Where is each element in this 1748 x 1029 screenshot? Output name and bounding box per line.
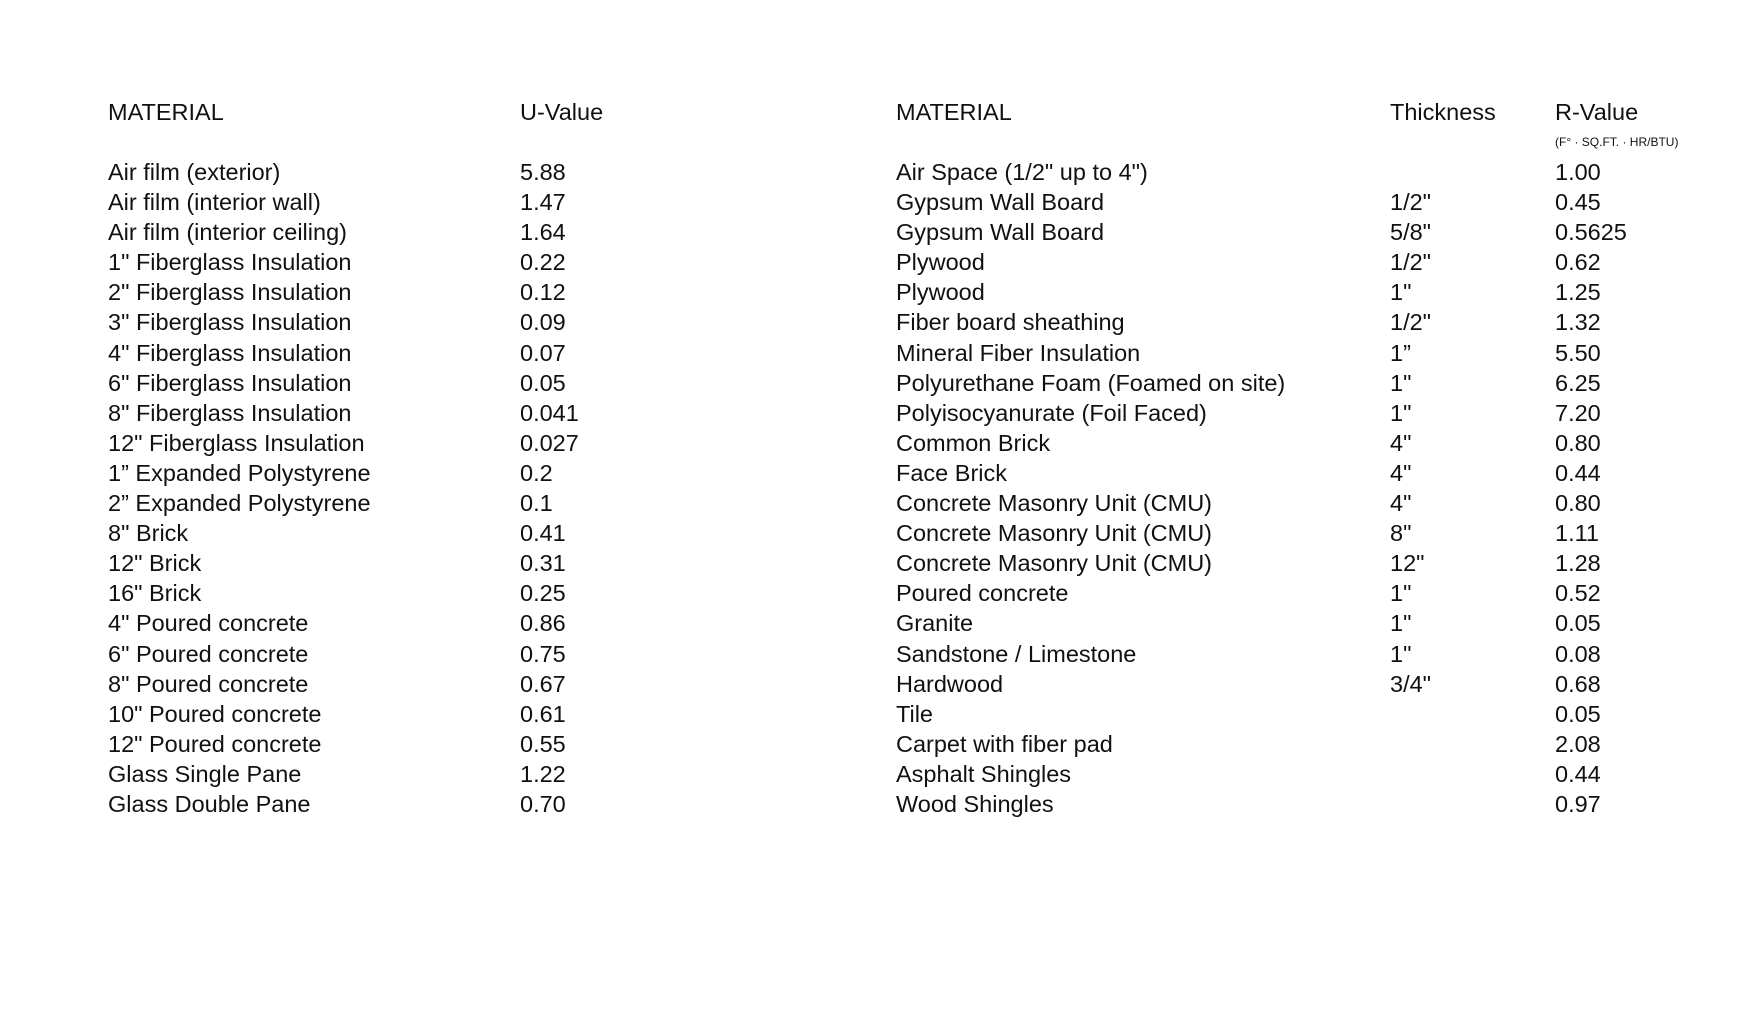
table-row — [108, 639, 670, 669]
thickness-cell: 1" — [1390, 580, 1412, 607]
thickness-cell: 3/4" — [1390, 670, 1432, 697]
u-value-cell: 0.75 — [520, 640, 566, 667]
u-value-table — [108, 97, 670, 819]
material-cell: Poured concrete — [896, 580, 1069, 607]
r-value-cell: 0.05 — [1555, 610, 1601, 637]
table-row — [896, 789, 1745, 819]
u-value-cell: 0.70 — [520, 790, 566, 817]
table-row — [108, 789, 670, 819]
table-row — [896, 157, 1745, 187]
material-cell: 8" Brick — [108, 520, 189, 547]
material-cell: Glass Double Pane — [108, 790, 311, 817]
table-row — [108, 217, 670, 247]
material-cell: Air film (interior ceiling) — [108, 219, 347, 246]
material-cell: 6" Fiberglass Insulation — [108, 369, 352, 396]
table-row — [896, 759, 1745, 789]
u-value-cell: 5.88 — [520, 159, 566, 185]
thickness-cell: 4" — [1390, 490, 1412, 517]
table-row — [896, 187, 1745, 217]
table-row — [108, 729, 670, 759]
u-value-cell: 0.05 — [520, 369, 566, 396]
thickness-cell: 12" — [1390, 550, 1425, 577]
r-header-material: MATERIAL — [896, 99, 1012, 125]
u-value-cell: 1.22 — [520, 760, 566, 787]
material-cell: Asphalt Shingles — [896, 760, 1072, 787]
u-header-value: U-Value — [520, 99, 604, 125]
table-row — [108, 699, 670, 729]
r-value-cell: 0.08 — [1555, 640, 1601, 667]
table-row — [896, 338, 1745, 368]
material-cell: Concrete Masonry Unit (CMU) — [896, 520, 1213, 547]
material-cell: Wood Shingles — [896, 790, 1054, 817]
u-value-cell: 0.027 — [520, 429, 579, 456]
table-row — [896, 428, 1745, 458]
material-cell: Polyurethane Foam (Foamed on site) — [896, 369, 1286, 396]
thickness-cell: 1/2" — [1390, 309, 1432, 336]
material-cell: Gypsum Wall Board — [896, 219, 1105, 246]
table-row — [896, 669, 1745, 699]
table-row — [108, 518, 670, 548]
material-cell: 4" Poured concrete — [108, 610, 309, 637]
table-row — [896, 247, 1745, 277]
r-value-cell: 0.97 — [1555, 790, 1601, 817]
r-value-cell: 5.50 — [1555, 339, 1601, 366]
material-cell: Sandstone / Limestone — [896, 640, 1137, 667]
thickness-cell: 4" — [1390, 429, 1412, 456]
thickness-cell — [1390, 157, 1555, 187]
table-row — [108, 338, 670, 368]
table-row — [108, 428, 670, 458]
u-value-cell: 0.41 — [520, 520, 566, 547]
u-value-cell: 1.47 — [520, 189, 566, 216]
material-cell: 3" Fiberglass Insulation — [108, 309, 352, 336]
u-value-cell: 0.2 — [520, 459, 553, 486]
u-value-cell: 0.86 — [520, 610, 566, 637]
thickness-cell: 1” — [1390, 339, 1411, 366]
table-row — [108, 608, 670, 638]
material-cell: Granite — [896, 610, 974, 637]
thickness-cell: 1" — [1390, 399, 1412, 426]
material-cell: 16" Brick — [108, 580, 202, 607]
thickness-cell: 5/8" — [1390, 219, 1432, 246]
table-row — [896, 518, 1745, 548]
u-value-cell: 0.55 — [520, 730, 566, 757]
material-cell: 2” Expanded Polystyrene — [108, 490, 371, 517]
table-row — [896, 548, 1745, 578]
u-value-cell: 0.12 — [520, 279, 566, 306]
table-row — [108, 187, 670, 217]
material-cell: Face Brick — [896, 459, 1007, 486]
material-cell: Plywood — [896, 279, 985, 306]
thickness-cell — [1390, 699, 1555, 729]
u-value-cell: 0.25 — [520, 580, 566, 607]
r-value-table — [896, 97, 1745, 819]
material-cell: Fiber board sheathing — [896, 309, 1125, 336]
table-row — [108, 157, 670, 187]
thickness-cell — [1390, 729, 1555, 759]
material-cell: Air film (exterior) — [108, 159, 281, 185]
r-value-cell: 1.11 — [1555, 520, 1599, 547]
table-row — [896, 307, 1745, 337]
u-table-body — [108, 157, 670, 819]
u-value-cell: 0.09 — [520, 309, 566, 336]
r-value-cell: 0.44 — [1555, 459, 1601, 486]
table-row — [108, 669, 670, 699]
table-row — [896, 488, 1745, 518]
material-cell: Air Space (1/2" up to 4") — [896, 159, 1148, 185]
r-value-cell: 0.45 — [1555, 189, 1601, 216]
material-cell: Gypsum Wall Board — [896, 189, 1105, 216]
thickness-cell: 1" — [1390, 610, 1412, 637]
r-header-value: R-Value — [1555, 99, 1639, 125]
u-value-cell: 0.61 — [520, 700, 566, 727]
material-cell: Carpet with fiber pad — [896, 730, 1113, 757]
material-cell: Air film (interior wall) — [108, 189, 321, 216]
table-row — [108, 458, 670, 488]
thickness-cell: 1" — [1390, 369, 1412, 396]
table-row — [108, 548, 670, 578]
r-value-cell: 0.52 — [1555, 580, 1601, 607]
r-value-cell: 0.80 — [1555, 490, 1601, 517]
r-value-cell: 7.20 — [1555, 399, 1601, 426]
u-value-cell: 0.67 — [520, 670, 566, 697]
table-row — [896, 368, 1745, 398]
r-header-thickness: Thickness — [1390, 99, 1496, 125]
thickness-cell — [1390, 759, 1555, 789]
material-cell: Tile — [896, 700, 933, 727]
u-value-cell: 1.64 — [520, 219, 566, 246]
material-cell: 6" Poured concrete — [108, 640, 309, 667]
material-cell: Polyisocyanurate (Foil Faced) — [896, 399, 1207, 426]
r-value-cell: 0.5625 — [1555, 219, 1627, 246]
material-cell: 8" Fiberglass Insulation — [108, 399, 352, 426]
r-value-cell: 6.25 — [1555, 369, 1601, 396]
r-value-cell: 1.28 — [1555, 550, 1601, 577]
r-units-row — [896, 127, 1745, 157]
material-cell: Concrete Masonry Unit (CMU) — [896, 490, 1213, 517]
table-row — [896, 639, 1745, 669]
table-row — [896, 277, 1745, 307]
thickness-cell: 4" — [1390, 459, 1412, 486]
r-value-cell: 0.05 — [1555, 700, 1601, 727]
material-cell: 4" Fiberglass Insulation — [108, 339, 352, 366]
material-cell: 12" Fiberglass Insulation — [108, 429, 365, 456]
material-cell: 1” Expanded Polystyrene — [108, 459, 371, 486]
r-value-cell: 1.25 — [1555, 279, 1601, 306]
thickness-cell — [1390, 789, 1555, 819]
u-value-cell: 0.22 — [520, 249, 566, 276]
material-cell: 12" Brick — [108, 550, 202, 577]
r-value-units: (F° · SQ.FT. · HR/BTU) — [1555, 135, 1679, 149]
thickness-cell: 1" — [1390, 279, 1412, 306]
material-cell: 10" Poured concrete — [108, 700, 322, 727]
table-row — [108, 368, 670, 398]
u-table-header — [108, 97, 670, 127]
r-value-cell: 1.00 — [1555, 159, 1601, 185]
r-value-cell: 0.68 — [1555, 670, 1601, 697]
u-header-material: MATERIAL — [108, 99, 224, 125]
u-value-cell: 0.31 — [520, 550, 566, 577]
u-value-cell: 0.1 — [520, 490, 553, 517]
table-row — [896, 608, 1745, 638]
r-value-cell: 0.44 — [1555, 760, 1601, 787]
material-cell: 8" Poured concrete — [108, 670, 309, 697]
r-value-cell: 0.80 — [1555, 429, 1601, 456]
table-row — [108, 488, 670, 518]
table-row — [896, 217, 1745, 247]
thickness-cell: 1/2" — [1390, 189, 1432, 216]
material-cell: Mineral Fiber Insulation — [896, 339, 1141, 366]
table-row — [108, 759, 670, 789]
table-row — [896, 398, 1745, 428]
material-cell: Glass Single Pane — [108, 760, 302, 787]
table-row — [108, 247, 670, 277]
u-value-cell: 0.041 — [520, 399, 579, 426]
material-cell: 2" Fiberglass Insulation — [108, 279, 352, 306]
table-row — [108, 277, 670, 307]
u-header-gap — [108, 127, 670, 139]
r-table-header — [896, 97, 1745, 127]
r-value-cell: 2.08 — [1555, 730, 1601, 757]
u-value-cell: 0.07 — [520, 339, 566, 366]
table-row — [896, 578, 1745, 608]
table-row — [896, 699, 1745, 729]
table-row — [896, 729, 1745, 759]
u-header-spacer — [108, 139, 670, 157]
table-row — [896, 458, 1745, 488]
r-table-body — [896, 157, 1745, 819]
material-cell: 12" Poured concrete — [108, 730, 322, 757]
material-cell: Hardwood — [896, 670, 1004, 697]
material-cell: 1" Fiberglass Insulation — [108, 249, 352, 276]
material-cell: Concrete Masonry Unit (CMU) — [896, 550, 1213, 577]
material-cell: Plywood — [896, 249, 985, 276]
table-row — [108, 398, 670, 428]
thickness-cell: 8" — [1390, 520, 1412, 547]
thickness-cell: 1/2" — [1390, 249, 1432, 276]
thickness-cell: 1" — [1390, 640, 1412, 667]
r-value-cell: 0.62 — [1555, 249, 1601, 276]
material-cell: Common Brick — [896, 429, 1051, 456]
r-value-cell: 1.32 — [1555, 309, 1601, 336]
table-row — [108, 578, 670, 608]
table-row — [108, 307, 670, 337]
